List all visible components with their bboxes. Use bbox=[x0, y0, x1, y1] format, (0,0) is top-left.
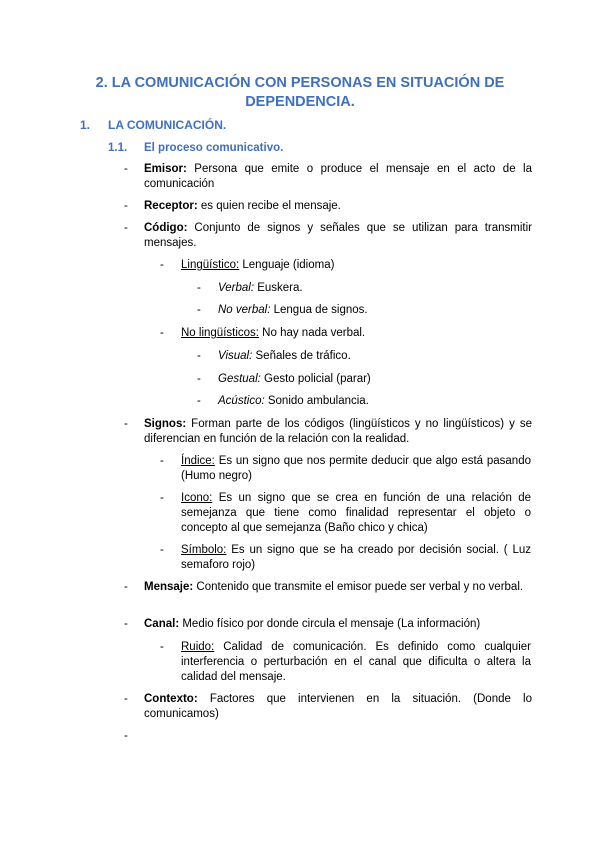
term-contexto: Contexto: bbox=[144, 693, 198, 705]
section-title: LA COMUNICACIÓN. bbox=[108, 118, 227, 132]
term-no-linguisticos: No lingüísticos: bbox=[181, 327, 259, 339]
term-acustico: Acústico: bbox=[218, 395, 265, 407]
term-no-verbal: No verbal: bbox=[218, 304, 271, 316]
desc-mensaje: Contenido que transmite el emisor puede ser verbal y no verbal. bbox=[193, 581, 524, 593]
desc-acustico: Sonido ambulancia. bbox=[264, 395, 369, 407]
subsection-number: 1.1. bbox=[108, 142, 128, 154]
bullet-dash: - bbox=[160, 327, 164, 339]
term-verbal: Verbal: bbox=[218, 282, 255, 294]
bullet-dash: - bbox=[124, 581, 128, 593]
desc-canal: Medio físico por donde circula el mensaje (La información) bbox=[179, 618, 481, 630]
bullet-dash: - bbox=[124, 730, 128, 742]
bullet-dash: - bbox=[124, 418, 128, 430]
term-ruido: Ruido: bbox=[181, 641, 215, 653]
subsection-title: El proceso comunicativo. bbox=[144, 142, 284, 154]
bullet-dash: - bbox=[160, 455, 164, 467]
section-number: 1. bbox=[80, 118, 91, 132]
term-canal: Canal: bbox=[144, 618, 180, 630]
bullet-dash: - bbox=[124, 163, 128, 175]
desc-signos: Forman parte de los códigos (lingüísticos y no lingüísticos) y se diferencian en función de la relación con la realidad. bbox=[144, 418, 532, 445]
desc-contexto: Factores que intervienen en la situación. (Donde lo comunicamos) bbox=[144, 693, 532, 720]
term-linguistico: Lingüístico: bbox=[181, 259, 240, 271]
bullet-dash: - bbox=[197, 282, 201, 294]
bullet-dash: - bbox=[160, 259, 164, 271]
term-receptor: Receptor: bbox=[144, 200, 198, 212]
bullet-dash: - bbox=[124, 618, 128, 630]
desc-codigo: Conjunto de signos y señales que se utilizan para transmitir mensajes. bbox=[144, 222, 532, 249]
term-signos: Signos: bbox=[144, 418, 187, 430]
bullet-dash: - bbox=[160, 544, 164, 556]
desc-indice: Es un signo que nos permite deducir que algo está pasando (Humo negro) bbox=[181, 455, 531, 482]
term-mensaje: Mensaje: bbox=[144, 581, 194, 593]
term-codigo: Código: bbox=[144, 222, 188, 234]
desc-no-verbal: Lengua de signos. bbox=[270, 304, 368, 316]
term-icono: Icono: bbox=[181, 492, 213, 504]
desc-emisor: Persona que emite o produce el mensaje en el acto de la comunicación bbox=[144, 163, 532, 190]
term-simbolo: Símbolo: bbox=[181, 544, 227, 556]
term-emisor: Emisor: bbox=[144, 163, 187, 175]
bullet-dash: - bbox=[197, 395, 201, 407]
bullet-dash: - bbox=[197, 373, 201, 385]
document-title: 2. LA COMUNICACIÓN CON PERSONAS EN SITUACIÓN DE DEPENDENCIA. bbox=[95, 75, 505, 110]
bullet-dash: - bbox=[160, 641, 164, 653]
desc-verbal: Euskera. bbox=[254, 282, 303, 294]
desc-visual: Señales de tráfico. bbox=[252, 350, 351, 362]
bullet-dash: - bbox=[124, 200, 128, 212]
term-gestual: Gestual: bbox=[218, 373, 261, 385]
term-indice: Índice: bbox=[181, 455, 215, 467]
desc-ruido: Calidad de comunicación. Es definido como cualquier interferencia o perturbación en el canal que dificulta o altera la calidad del mensaje. bbox=[181, 641, 531, 683]
bullet-dash: - bbox=[160, 492, 164, 504]
bullet-dash: - bbox=[124, 222, 128, 234]
desc-simbolo: Es un signo que se ha creado por decisión social. ( Luz semaforo rojo) bbox=[181, 544, 531, 571]
desc-icono: Es un signo que se crea en función de una relación de semejanza que tiene como finalidad representar el objeto o concepto al que semejanza (Baño chico y chica) bbox=[181, 492, 531, 534]
desc-linguistico: Lenguaje (idioma) bbox=[239, 259, 335, 271]
term-visual: Visual: bbox=[218, 350, 253, 362]
desc-no-linguisticos: No hay nada verbal. bbox=[258, 327, 366, 339]
desc-receptor: es quien recibe el mensaje. bbox=[197, 200, 341, 212]
bullet-dash: - bbox=[197, 304, 201, 316]
bullet-dash: - bbox=[124, 693, 128, 705]
bullet-dash: - bbox=[197, 350, 201, 362]
desc-gestual: Gesto policial (parar) bbox=[260, 373, 371, 385]
